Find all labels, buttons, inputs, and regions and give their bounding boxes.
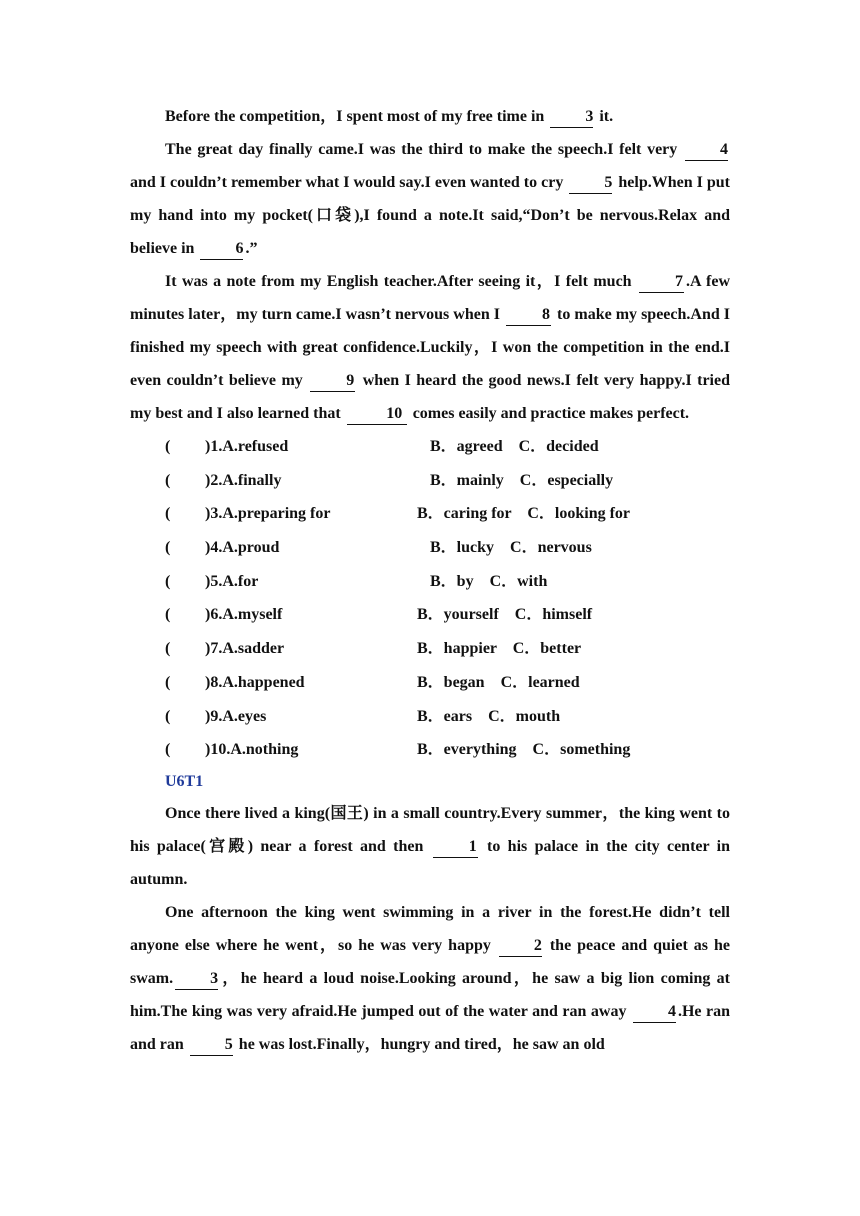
text-run: Once there lived a king(国王) in a small country.Every summer，the king went to his palace(宫殿) near a forest and then (130, 804, 730, 855)
option-a: )3.A.preparing for (205, 505, 331, 523)
option-row-4 (130, 531, 730, 565)
text-run: Before the competition，I spent most of my free time in (165, 108, 549, 125)
text-run: to his palace in the city center in autumn. (130, 837, 730, 888)
option-row-6 (130, 598, 730, 632)
blank-1[interactable]: 1 (433, 837, 478, 858)
answer-paren[interactable]: ( (165, 539, 171, 557)
answer-paren[interactable]: ( (165, 673, 171, 691)
blank-8[interactable]: 8 (506, 305, 551, 326)
text-run: and I couldn’t remember what I would say.I even wanted to cry (130, 174, 568, 191)
option-row-1 (130, 430, 730, 464)
answer-paren[interactable]: ( (165, 572, 171, 590)
option-a: )1.A.refused (205, 438, 289, 455)
section-tag: U6T1 (165, 772, 204, 790)
text-run: One afternoon the king went swimming in a river in the forest.He didn’t tell anyone else where he went，so he was very happy (130, 903, 730, 954)
answer-paren[interactable]: ( (165, 640, 171, 658)
blank-3[interactable]: 3 (550, 107, 593, 128)
text-run: .” (245, 240, 258, 257)
option-bc: B．yourself C．himself (417, 606, 593, 624)
option-a: )2.A.finally (205, 471, 282, 489)
text-run: It was a note from my English teacher.After seeing it，I felt much (165, 273, 637, 290)
text-run: comes easily and practice makes perfect. (408, 405, 690, 422)
answer-paren[interactable]: ( (165, 606, 171, 624)
text-run: help.When I put my hand into my pocket(口袋),I found a note.It said,“Don’t be nervous.Relax and believe in (130, 174, 730, 257)
blank-5[interactable]: 5 (190, 1035, 233, 1056)
option-row-9 (130, 700, 730, 734)
worksheet-page (130, 100, 730, 1061)
blank-4[interactable]: 4 (685, 140, 728, 161)
answer-paren[interactable]: ( (165, 471, 171, 489)
option-a: )7.A.sadder (205, 640, 285, 658)
text-run: he was lost.Finally，hungry and tired，he saw an old (234, 1035, 605, 1053)
option-a: )9.A.eyes (205, 707, 267, 725)
option-bc: B．happier C．better (417, 640, 582, 658)
option-bc: B．by C．with (430, 572, 548, 590)
option-row-2 (130, 464, 730, 498)
option-a: )4.A.proud (205, 539, 280, 557)
text-run: it. (595, 108, 614, 125)
passage1-paragraph-3 (130, 265, 730, 430)
option-bc: B．everything C．something (417, 741, 631, 759)
passage1-paragraph-2 (130, 133, 730, 265)
option-bc: B．mainly C．especially (430, 471, 614, 489)
option-row-3 (130, 497, 730, 531)
option-a: )8.A.happened (205, 673, 305, 691)
option-row-7 (130, 632, 730, 666)
option-a: )10.A.nothing (205, 741, 299, 759)
option-bc: B．ears C．mouth (417, 707, 561, 725)
option-bc: B．began C．learned (417, 673, 580, 691)
option-a: )6.A.myself (205, 606, 283, 624)
text-run: The great day finally came.I was the third to make the speech.I felt very (165, 141, 683, 158)
passage1-paragraph-1 (130, 100, 730, 133)
option-row-8 (130, 666, 730, 700)
text-run: the peace and quiet as he swam. (130, 936, 730, 987)
option-bc: B．lucky C．nervous (430, 539, 592, 557)
text-run: ，he heard a loud noise.Looking around，he saw a big lion coming at him.The king was very afraid.He jumped out of the water and ran away (130, 969, 730, 1020)
blank-6[interactable]: 6 (200, 239, 243, 260)
answer-paren[interactable]: ( (165, 741, 171, 759)
option-row-10 (130, 733, 730, 767)
blank-10[interactable]: 10 (347, 404, 407, 425)
text-run: when I heard the good news.I felt very happy.I tried my best and I also learned that (130, 372, 730, 422)
blank-2[interactable]: 2 (499, 936, 542, 957)
blank-5[interactable]: 5 (569, 173, 612, 194)
answer-paren[interactable]: ( (165, 505, 171, 523)
blank-9[interactable]: 9 (310, 371, 355, 392)
option-bc: B．caring for C．looking for (417, 505, 631, 523)
option-row-5 (130, 565, 730, 599)
answer-paren[interactable]: ( (165, 438, 171, 455)
text-run: .A few minutes later，my turn came.I wasn’t nervous when I (130, 273, 730, 323)
answer-paren[interactable]: ( (165, 707, 171, 725)
passage2-paragraph-2 (130, 896, 730, 1061)
blank-4[interactable]: 4 (633, 1002, 676, 1023)
text-run: .He ran and ran (130, 1002, 731, 1053)
answer-options-list (130, 430, 730, 767)
option-bc: B．agreed C．decided (430, 438, 599, 455)
text-run: to make my speech.And I finished my speech with great confidence.Luckily，I won the competition in the end.I even couldn’t believe my (130, 306, 731, 389)
blank-3[interactable]: 3 (175, 969, 218, 990)
blank-7[interactable]: 7 (639, 272, 684, 293)
option-a: )5.A.for (205, 572, 259, 590)
passage2-paragraph-1 (130, 797, 730, 896)
